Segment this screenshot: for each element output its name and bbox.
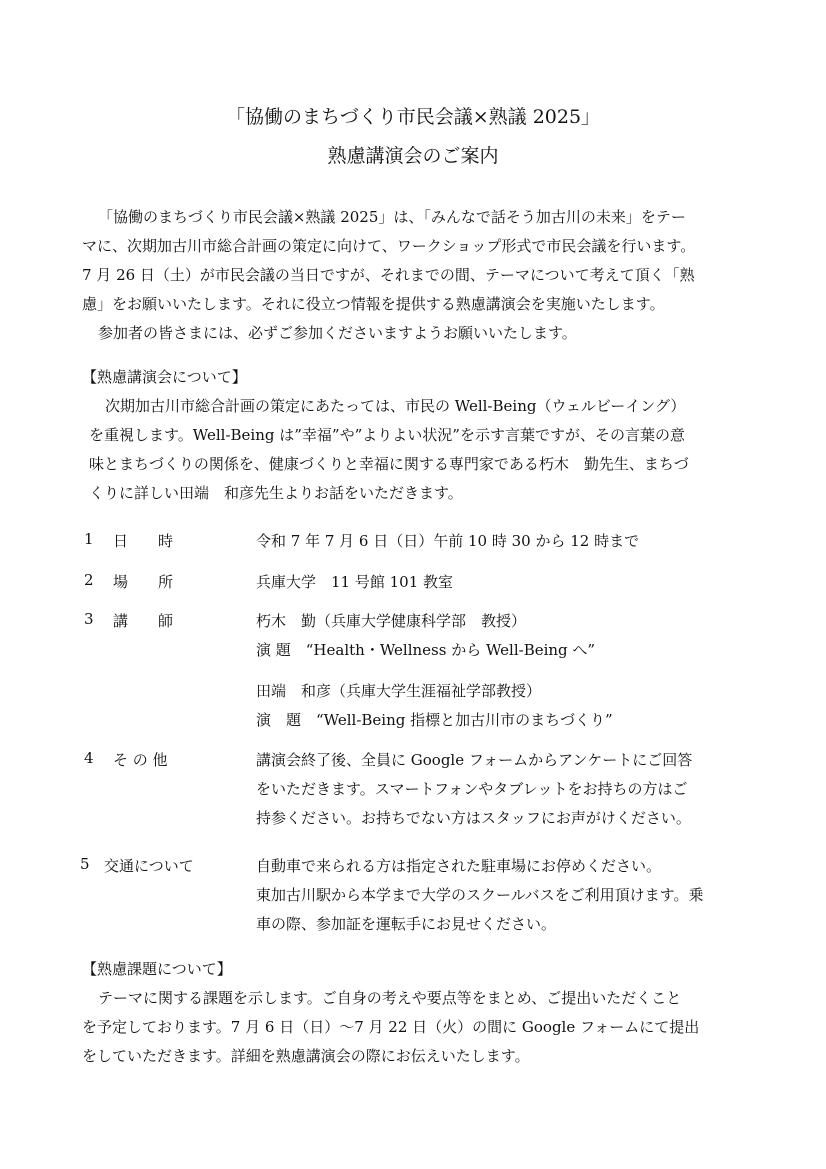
detail-label: 交通について [104, 857, 194, 875]
lecture-line: 味とまちづくりの関係を、健康づくりと幸福に関する専門家である朽木 勤先生、まちづ [89, 455, 689, 473]
speaker-topic: 演 題 “Well-Being 指標と加古川市のまちづくり” [256, 711, 613, 729]
lecture-line: を重視します。Well-Being は”幸福”や”よりよい状況”を示す言葉ですが、その言葉の意 [89, 426, 685, 444]
detail-value: をいただきます。スマートフォンやタブレットをお持ちの方はご [256, 780, 688, 798]
lecture-line: 次期加古川市総合計画の策定にあたっては、市民の Well-Being（ウェルビーイング） [105, 397, 686, 415]
intro-line: 「協働のまちづくり市民会議×熟議 2025」は、「みんなで話そう加古川の未来」をテー [98, 208, 686, 226]
speaker-topic: 演 題 “Health・Wellness から Well-Being へ” [256, 641, 596, 659]
detail-value: 兵庫大学 11 号館 101 教室 [256, 573, 454, 591]
detail-value: 東加古川駅から本学まで大学のスクールバスをご利用頂けます。乗 [256, 886, 704, 904]
detail-label: そ の 他 [113, 751, 168, 769]
lecture-heading: 【熟慮講演会について】 [82, 368, 247, 386]
detail-number: 5 [80, 855, 90, 873]
assignment-line: を予定しております。7 月 6 日（日）～7 月 22 日（火）の間に Google フォームにて提出 [82, 1018, 700, 1036]
detail-value: 持参ください。お持ちでない方はスタッフにお声がけください。 [256, 809, 691, 827]
speaker-name: 田端 和彦（兵庫大学生涯福祉学部教授） [256, 682, 542, 700]
detail-value: 令和 7 年 7 月 6 日（日）午前 10 時 30 から 12 時まで [256, 532, 640, 550]
detail-value: 車の際、参加証を運転手にお見せください。 [256, 915, 557, 933]
intro-line: マに、次期加古川市総合計画の策定に向けて、ワークショップ形式で市民会議を行います。 [82, 237, 696, 255]
assignment-heading: 【熟慮課題について】 [82, 960, 232, 978]
assignment-line: をしていただきます。詳細を熟慮講演会の際にお伝えいたします。 [82, 1047, 530, 1065]
speaker-name: 朽木 勤（兵庫大学健康科学部 教授） [256, 612, 527, 630]
intro-line: 7 月 26 日（土）が市民会議の当日ですが、それまでの間、テーマについて考えて頂く「熟 [82, 266, 695, 284]
detail-number: 1 [84, 530, 94, 548]
detail-value: 講演会終了後、全員に Google フォームからアンケートにご回答 [256, 751, 693, 769]
detail-number: 3 [84, 610, 94, 628]
document-title: 「協働のまちづくり市民会議×熟議 2025」 [225, 106, 601, 128]
intro-line: 参加者の皆さまには、必ずご参加くださいますようお願いいたします。 [98, 324, 577, 342]
lecture-line: くりに詳しい田端 和彦先生よりお話をいただきます。 [89, 484, 463, 502]
detail-label: 場 所 [113, 573, 174, 591]
detail-value: 自動車で来られる方は指定された駐車場にお停めください。 [256, 857, 662, 875]
assignment-line: テーマに関する課題を示します。ご自身の考えや要点等をまとめ、ご提出いただくこと [98, 989, 682, 1007]
document-subtitle: 熟慮講演会のご案内 [327, 145, 499, 167]
detail-label: 日 時 [113, 532, 174, 550]
detail-label: 講 師 [113, 612, 174, 630]
intro-line: 慮」をお願いいたします。それに役立つ情報を提供する熟慮講演会を実施いたします。 [82, 295, 665, 313]
detail-number: 4 [84, 749, 94, 767]
detail-number: 2 [84, 571, 94, 589]
